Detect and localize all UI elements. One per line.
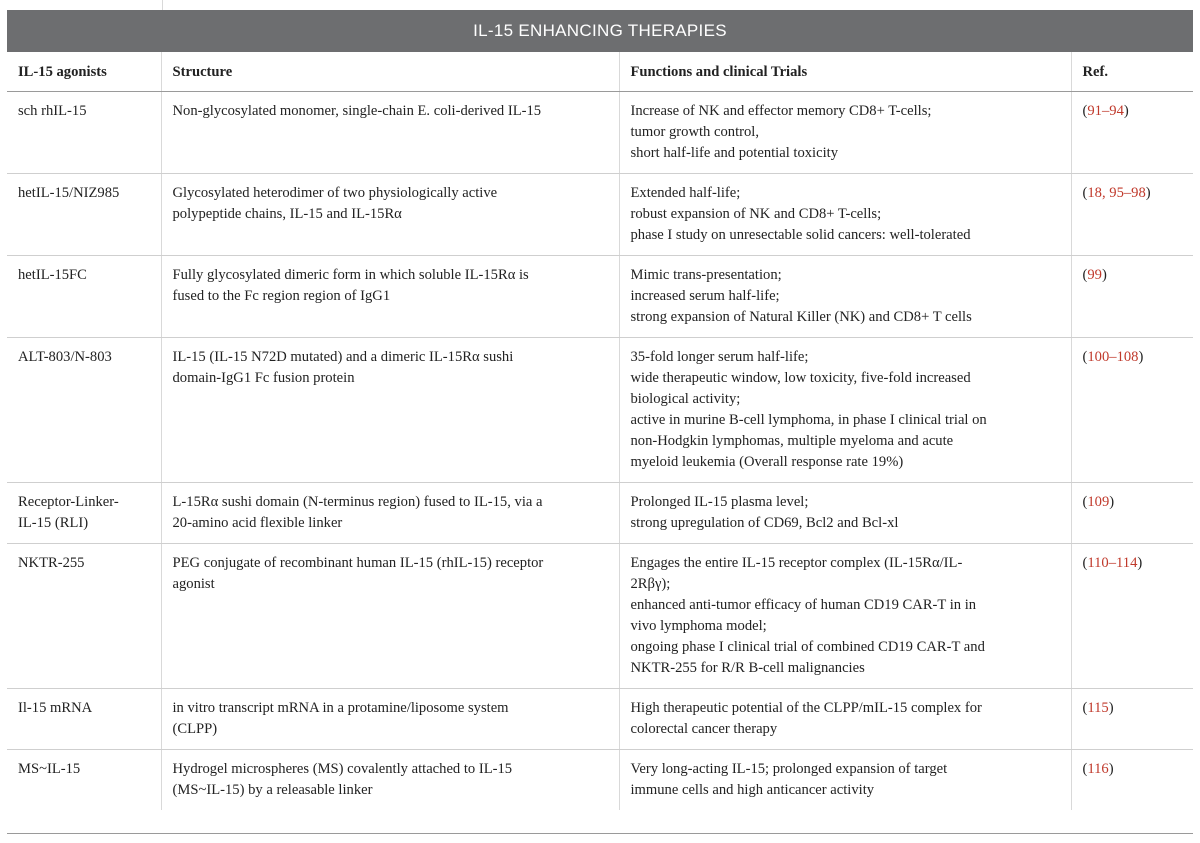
- structure-cell: [161, 256, 619, 338]
- functions-cell-line: Very long-acting IL-15; prolonged expansion of target: [630, 761, 948, 777]
- agonist-cell-line: Il-15 mRNA: [18, 700, 93, 716]
- table-row: [7, 92, 1193, 174]
- agonist-cell: [7, 92, 161, 174]
- ref-link[interactable]: 116: [1087, 761, 1109, 777]
- ref-open-paren: (: [1082, 555, 1088, 571]
- ref-cell: [1071, 483, 1193, 544]
- functions-cell: [619, 750, 1071, 811]
- agonist-cell-line: MS~IL-15: [18, 761, 81, 777]
- table-row: [7, 256, 1193, 338]
- agonist-cell-line: hetIL-15/NIZ985: [18, 185, 120, 201]
- structure-cell-line: 20-amino acid flexible linker: [172, 515, 343, 531]
- functions-cell-line: Prolonged IL-15 plasma level;: [630, 494, 809, 510]
- functions-cell: [619, 689, 1071, 750]
- functions-cell-line: biological activity;: [630, 391, 741, 407]
- structure-cell-line: fused to the Fc region region of IgG1: [172, 288, 391, 304]
- functions-cell-line: strong upregulation of CD69, Bcl2 and Bcl-xl: [630, 515, 899, 531]
- ref-cell: [1071, 544, 1193, 689]
- functions-cell-line: 2Rβγ);: [630, 576, 671, 592]
- ref-link[interactable]: 91–94: [1087, 103, 1124, 119]
- functions-cell: [619, 338, 1071, 483]
- functions-cell-line: High therapeutic potential of the CLPP/mIL-15 complex for: [630, 700, 982, 716]
- structure-cell-line: domain-IgG1 Fc fusion protein: [172, 370, 355, 386]
- ref-link[interactable]: 18, 95–98: [1087, 185, 1146, 201]
- structure-cell-line: IL-15 (IL-15 N72D mutated) and a dimeric IL-15Rα sushi: [172, 349, 514, 365]
- structure-cell-line: in vitro transcript mRNA in a protamine/liposome system: [172, 700, 509, 716]
- functions-cell-line: myeloid leukemia (Overall response rate 19%): [630, 454, 904, 470]
- table-row: [7, 750, 1193, 811]
- functions-cell-line: short half-life and potential toxicity: [630, 145, 838, 161]
- functions-cell-line: strong expansion of Natural Killer (NK) and CD8+ T cells: [630, 309, 972, 325]
- functions-cell: [619, 483, 1071, 544]
- header-agonists: IL-15 agonists: [7, 52, 161, 92]
- functions-cell-line: enhanced anti-tumor efficacy of human CD19 CAR-T in in: [630, 597, 977, 613]
- table-row: [7, 483, 1193, 544]
- ref-open-paren: (: [1082, 349, 1088, 365]
- structure-cell: [161, 483, 619, 544]
- functions-cell-line: ongoing phase I clinical trial of combined CD19 CAR-T and: [630, 639, 985, 655]
- ref-cell: [1071, 338, 1193, 483]
- functions-cell-line: Mimic trans-presentation;: [630, 267, 782, 283]
- column-divider-tick: [162, 0, 163, 10]
- functions-cell-line: robust expansion of NK and CD8+ T-cells;: [630, 206, 882, 222]
- ref-cell: [1071, 750, 1193, 811]
- agonist-cell-line: NKTR-255: [18, 555, 85, 571]
- ref-close-paren: ): [1101, 267, 1107, 283]
- ref-open-paren: (: [1082, 103, 1088, 119]
- agonist-cell-line: IL-15 (RLI): [18, 515, 89, 531]
- functions-cell: [619, 174, 1071, 256]
- ref-close-paren: ): [1108, 761, 1114, 777]
- ref-close-paren: ): [1108, 700, 1114, 716]
- ref-close-paren: ): [1123, 103, 1129, 119]
- agonist-cell: [7, 689, 161, 750]
- structure-cell: [161, 750, 619, 811]
- functions-cell-line: increased serum half-life;: [630, 288, 780, 304]
- structure-cell-line: Fully glycosylated dimeric form in which soluble IL-15Rα is: [172, 267, 529, 283]
- structure-cell: [161, 338, 619, 483]
- agonist-cell: [7, 256, 161, 338]
- structure-cell-line: Non-glycosylated monomer, single-chain E. coli-derived IL-15: [172, 103, 542, 119]
- ref-close-paren: ): [1137, 555, 1143, 571]
- structure-cell-line: agonist: [172, 576, 215, 592]
- structure-cell-line: polypeptide chains, IL-15 and IL-15Rα: [172, 206, 402, 222]
- functions-cell-line: phase I study on unresectable solid cancers: well-tolerated: [630, 227, 971, 243]
- ref-open-paren: (: [1082, 494, 1088, 510]
- functions-cell: [619, 544, 1071, 689]
- functions-cell-line: active in murine B-cell lymphoma, in phase I clinical trial on: [630, 412, 987, 428]
- functions-cell-line: tumor growth control,: [630, 124, 759, 140]
- agonist-cell-line: hetIL-15FC: [18, 267, 87, 283]
- structure-cell: [161, 544, 619, 689]
- agonist-cell: [7, 750, 161, 811]
- table-row: [7, 689, 1193, 750]
- table-bottom-rule: [7, 833, 1193, 834]
- ref-cell: [1071, 92, 1193, 174]
- functions-cell-line: vivo lymphoma model;: [630, 618, 767, 634]
- structure-cell: [161, 92, 619, 174]
- agonist-cell-line: sch rhIL-15: [18, 103, 87, 119]
- structure-cell-line: Glycosylated heterodimer of two physiologically active: [172, 185, 498, 201]
- structure-cell-line: (MS~IL-15) by a releasable linker: [172, 782, 373, 798]
- functions-cell-line: colorectal cancer therapy: [630, 721, 778, 737]
- agonist-cell: [7, 174, 161, 256]
- functions-cell-line: NKTR-255 for R/R B-cell malignancies: [630, 660, 865, 676]
- header-structure: Structure: [161, 52, 619, 92]
- agonist-cell: [7, 483, 161, 544]
- functions-cell-line: Engages the entire IL-15 receptor complex (IL-15Rα/IL-: [630, 555, 963, 571]
- header-row: [7, 52, 1193, 92]
- functions-cell-line: wide therapeutic window, low toxicity, five-fold increased: [630, 370, 971, 386]
- agonist-cell: [7, 544, 161, 689]
- ref-open-paren: (: [1082, 761, 1088, 777]
- agonist-cell-line: Receptor-Linker-: [18, 494, 119, 510]
- ref-link[interactable]: 109: [1087, 494, 1110, 510]
- header-functions: Functions and clinical Trials: [619, 52, 1071, 92]
- functions-cell-line: non-Hodgkin lymphomas, multiple myeloma and acute: [630, 433, 954, 449]
- ref-link[interactable]: 115: [1087, 700, 1109, 716]
- table-row: [7, 338, 1193, 483]
- ref-open-paren: (: [1082, 185, 1088, 201]
- header-ref: Ref.: [1071, 52, 1193, 92]
- ref-open-paren: (: [1082, 267, 1088, 283]
- therapies-table-container: [7, 10, 1193, 810]
- structure-cell: [161, 174, 619, 256]
- ref-close-paren: ): [1138, 349, 1144, 365]
- structure-cell-line: PEG conjugate of recombinant human IL-15 (rhIL-15) receptor: [172, 555, 544, 571]
- agonist-cell: [7, 338, 161, 483]
- functions-cell-line: immune cells and high anticancer activity: [630, 782, 875, 798]
- ref-close-paren: ): [1109, 494, 1115, 510]
- functions-cell-line: 35-fold longer serum half-life;: [630, 349, 809, 365]
- table-row: [7, 174, 1193, 256]
- structure-cell-line: (CLPP): [172, 721, 218, 737]
- ref-close-paren: ): [1145, 185, 1151, 201]
- functions-cell-line: Increase of NK and effector memory CD8+ T-cells;: [630, 103, 932, 119]
- ref-link[interactable]: 99: [1087, 267, 1102, 283]
- ref-open-paren: (: [1082, 700, 1088, 716]
- table-row: [7, 544, 1193, 689]
- ref-link[interactable]: 100–108: [1087, 349, 1139, 365]
- functions-cell-line: Extended half-life;: [630, 185, 741, 201]
- functions-cell: [619, 256, 1071, 338]
- ref-cell: [1071, 256, 1193, 338]
- functions-cell: [619, 92, 1071, 174]
- therapies-table: [7, 52, 1193, 810]
- ref-cell: [1071, 689, 1193, 750]
- ref-link[interactable]: 110–114: [1087, 555, 1138, 571]
- ref-cell: [1071, 174, 1193, 256]
- structure-cell-line: L-15Rα sushi domain (N-terminus region) fused to IL-15, via a: [172, 494, 543, 510]
- structure-cell-line: Hydrogel microspheres (MS) covalently attached to IL-15: [172, 761, 513, 777]
- structure-cell: [161, 689, 619, 750]
- agonist-cell-line: ALT-803/N-803: [18, 349, 112, 365]
- table-title: IL-15 ENHANCING THERAPIES: [7, 10, 1193, 52]
